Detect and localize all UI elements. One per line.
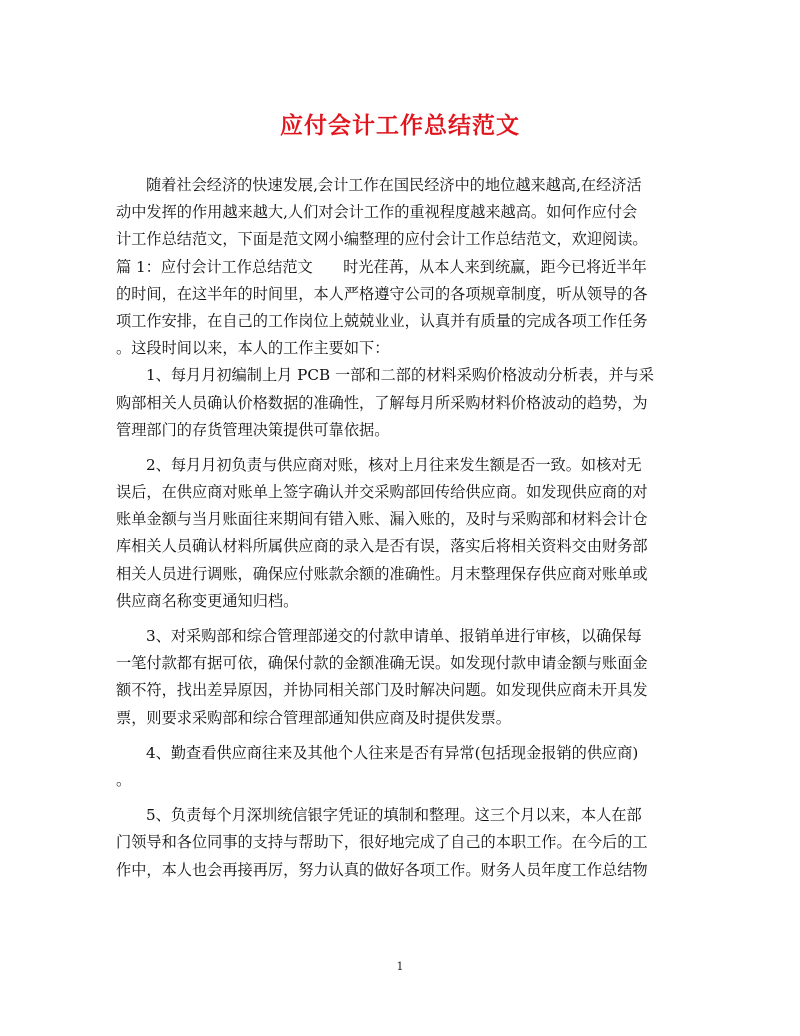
text-line: 计工作总结范文，下面是范文网小编整理的应付会计工作总结范文，欢迎阅读。 [116, 230, 648, 249]
text-line: 3、对采购部和综合管理部递交的付款申请单、报销单进行审核，以确保每 [146, 627, 642, 645]
text-line: 5、负责每个月深圳统信银字凭证的填制和整理。这三个月以来，本人在部 [146, 806, 642, 825]
paragraph-item-5 [116, 802, 696, 884]
paragraph-intro [116, 172, 696, 362]
text-line: 库相关人员确认材料所属供应商的录入是否有误，落实后将相关资料交由财务部 [116, 537, 648, 556]
paragraph-item-4 [116, 740, 696, 794]
text-line: 门领导和各位同事的支持与帮助下，很好地完成了自己的本职工作。在今后的工 [116, 833, 648, 852]
text-line: 动中发挥的作用越来越大,人们对会计工作的重视程度越来越高。如何作应付会 [116, 203, 638, 222]
text-line: 篇 1：应付会计工作总结范文 时光荏苒，从本人来到统赢，距今已将近半年 [116, 257, 647, 276]
paragraph-item-3 [116, 623, 696, 732]
text-line: 。这段时间以来，本人的工作主要如下： [116, 339, 390, 358]
text-line: 2、每月月初负责与供应商对账，核对上月往来发生额是否一致。如核对无 [146, 455, 642, 474]
text-line: 购部相关人员确认价格数据的准确性，了解每月所采购材料价格波动的趋势，为 [116, 393, 648, 412]
text-line: 一笔付款都有据可依，确保付款的金额准确无误。如发现付款申请金额与账面金 [116, 654, 648, 673]
paragraph-item-1 [116, 362, 696, 444]
text-line: 作中，本人也会再接再厉，努力认真的做好各项工作。财务人员年度工作总结物 [116, 860, 648, 879]
text-line: 误后，在供应商对账单上签字确认并交采购部回传给供应商。如发现供应商的对 [116, 483, 648, 502]
text-line: 随着社会经济的快速发展,会计工作在国民经济中的地位越来越高,在经济活 [146, 176, 642, 194]
text-line: 的时间，在这半年的时间里，本人严格遵守公司的各项规章制度，听从领导的各 [116, 284, 648, 303]
page-number: 1 [396, 960, 404, 973]
paragraph-item-2 [116, 452, 696, 615]
document-body [116, 172, 696, 884]
text-line: 票，则要求采购部和综合管理部通知供应商及时提供发票。 [116, 708, 511, 727]
document-title: 应付会计工作总结范文 [280, 112, 520, 139]
text-line: 项工作安排，在自己的工作岗位上兢兢业业，认真并有质量的完成各项工作任务 [116, 311, 648, 330]
text-line: 账单金额与当月账面往来期间有错入账、漏入账的，及时与采购部和材料会计仓 [116, 510, 648, 529]
text-line: 管理部门的存货管理决策提供可靠依据。 [116, 420, 390, 439]
text-line: 1、每月月初编制上月 PCB 一部和二部的材料采购价格波动分析表，并与采 [146, 366, 654, 385]
text-line: 。 [116, 770, 132, 789]
text-line: 相关人员进行调账，确保应付账款余额的准确性。月末整理保存供应商对账单或 [116, 564, 648, 583]
text-line: 4、勤查看供应商往来及其他个人往来是否有异常(包括现金报销的供应商) [146, 743, 639, 762]
text-line: 供应商名称变更通知归档。 [116, 591, 299, 610]
text-line: 额不符，找出差异原因，并协同相关部门及时解决问题。如发现供应商未开具发 [116, 681, 648, 700]
